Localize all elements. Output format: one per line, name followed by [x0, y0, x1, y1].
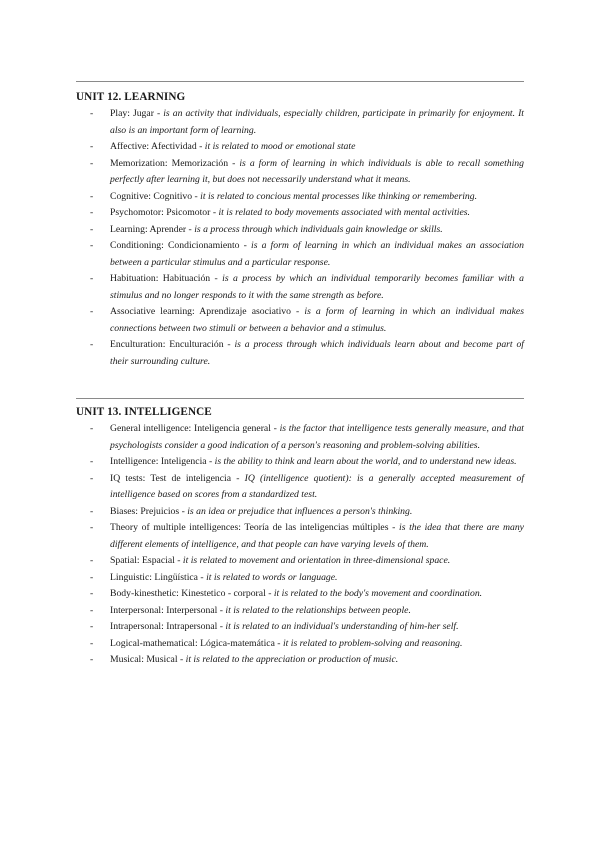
entry-term: Theory of multiple intelligences: Teoría de las inteligencias múltiples: [110, 522, 389, 533]
glossary-entry: - Musical: Musical - it is related to the appreciation or production of music.: [90, 652, 524, 669]
glossary-entry: - Enculturation: Enculturación - is a process through which individuals learn about and become part of their surrounding culture.: [90, 337, 524, 370]
unit-13-term-list: [90, 421, 524, 669]
glossary-entry: - Intelligence: Inteligencia - is the ability to think and learn about the world, and to understand new ideas.: [90, 454, 524, 471]
entry-term: Habituation: Habituación: [110, 273, 211, 284]
entry-definition: it is related to body movements associated with mental activities.: [218, 207, 470, 218]
entry-definition: it is related to concious mental processes like thinking or remembering.: [200, 190, 478, 202]
glossary-entry: - Affective: Afectividad - it is related to mood or emotional state: [90, 139, 524, 156]
entry-term: Musical: Musical: [110, 654, 178, 665]
glossary-entry: - Spatial: Espacial - it is related to movement and orientation in three-dimensional space.: [90, 553, 524, 570]
entry-definition: it is related to the appreciation or production of music.: [185, 654, 399, 665]
entry-definition: is the ability to think and learn about the world, and to understand new ideas.: [214, 456, 517, 467]
glossary-entry: - IQ tests: Test de inteligencia - IQ (intelligence quotient): is a generally accepted measurement of intelligence based on scores from a standardized test.: [90, 471, 524, 504]
entry-definition: it is related to an individual's understanding of him-her self.: [225, 621, 459, 632]
glossary-entry: - Play: Jugar - is an activity that individuals, especially children, participate in primarily for enjoyment. It also is an important form of learning.: [90, 106, 524, 139]
entry-definition: it is related to problem-solving and reasoning.: [282, 637, 463, 649]
unit-12-heading: UNIT 12. LEARNING: [76, 91, 186, 103]
glossary-entry: - Habituation: Habituación - is a process by which an individual temporarily becomes familiar with a stimulus and no longer responds to it with the same strength as before.: [90, 271, 524, 304]
entry-definition: IQ (intelligence quotient): is a generally accepted measurement of intelligence based on scores from a standardized test.: [110, 472, 525, 500]
entry-definition: is a form of learning in which an individual makes connections between two stimuli or between a behavior and a stimulus.: [110, 306, 524, 334]
entry-definition: is a process through which individuals gain knowledge or skills.: [194, 223, 443, 235]
entry-term: Body-kinesthetic: Kinestetico - corporal: [110, 588, 266, 599]
entry-term: Enculturation: Enculturación: [110, 339, 224, 350]
glossary-entry: - Memorization: Memorización - is a form of learning in which individuals is able to recall something perfectly after learning it, but does not necessarily understand what it means.: [90, 156, 524, 189]
entry-definition: it is related to the body's movement and coordination.: [273, 588, 483, 599]
entry-term: Affective: Afectividad: [110, 141, 197, 152]
glossary-entry: - Biases: Prejuicios - is an idea or prejudice that influences a person's thinking.: [90, 504, 524, 521]
entry-term: Associative learning: Aprendizaje asociativo: [110, 306, 291, 317]
entry-definition: is an idea or prejudice that influences a person's thinking.: [187, 505, 413, 517]
entry-definition: is the idea that there are many different elements of intelligence, and that people can have varying levels of them.: [110, 522, 524, 550]
entry-term: IQ tests: Test de inteligencia: [110, 472, 232, 484]
section-divider: [76, 81, 524, 82]
glossary-entry: - Associative learning: Aprendizaje asociativo - is a form of learning in which an individual makes connections between two stimuli or between a behavior and a stimulus.: [90, 304, 524, 337]
glossary-entry: - General intelligence: Inteligencia general - is the factor that intelligence tests generally measure, and that psychologists consider a good indication of a person's reasoning and problem-solving abilities.: [90, 421, 524, 454]
entry-term: Play: Jugar: [110, 108, 154, 119]
entry-term: Psychomotor: Psicomotor: [110, 207, 211, 218]
glossary-entry: - Psychomotor: Psicomotor - it is related to body movements associated with mental activities.: [90, 205, 524, 222]
entry-term: Conditioning: Condicionamiento: [110, 240, 240, 251]
glossary-entry: - Cognitive: Cognitivo - it is related to concious mental processes like thinking or remembering.: [90, 189, 524, 206]
entry-definition: is a process through which individuals learn about and become part of their surrounding culture.: [110, 339, 524, 367]
glossary-entry: - Learning: Aprender - is a process through which individuals gain knowledge or skills.: [90, 222, 524, 239]
entry-term: Memorization: Memorización: [110, 157, 229, 169]
entry-definition: it is related to the relationships between people.: [225, 604, 411, 616]
glossary-entry: - Linguistic: Lingüística - it is related to words or language.: [90, 570, 524, 587]
entry-term: Cognitive: Cognitivo: [110, 190, 193, 202]
entry-definition: is a form of learning in which individuals is able to recall something perfectly after learning it, but does not necessarily understand what it means.: [110, 157, 524, 185]
unit-12-term-list: [90, 106, 524, 370]
entry-definition: is a process by which an individual temporarily becomes familiar with a stimulus and no longer responds to it with the same strength as before.: [110, 273, 524, 301]
glossary-entry: - Conditioning: Condicionamiento - is a form of learning in which an individual makes an association between a particular stimulus and a particular response.: [90, 238, 524, 271]
entry-term: Interpersonal: Interpersonal: [110, 604, 218, 616]
entry-term: Biases: Prejuicios: [110, 505, 180, 517]
unit-13-heading: UNIT 13. INTELLIGENCE: [76, 406, 212, 418]
section-divider: [76, 398, 524, 399]
entry-definition: it is related to movement and orientation in three-dimensional space.: [182, 555, 451, 566]
glossary-entry: - Theory of multiple intelligences: Teoría de las inteligencias múltiples - is the idea that there are many different elements of intelligence, and that people can have varying levels of them.: [90, 520, 524, 553]
entry-term: Logical-mathematical: Lógica-matemática: [110, 637, 275, 649]
entry-definition: it is related to mood or emotional state: [204, 141, 356, 152]
entry-definition: is an activity that individuals, especially children, participate in primarily for enjoyment. It also is an important form of learning.: [110, 108, 524, 136]
entry-term: Learning: Aprender: [110, 223, 187, 235]
glossary-entry: - Intrapersonal: Intrapersonal - it is related to an individual's understanding of him-her self.: [90, 619, 524, 636]
glossary-entry: - Logical-mathematical: Lógica-matemática - it is related to problem-solving and reasoning.: [90, 636, 524, 653]
entry-definition: is the factor that intelligence tests generally measure, and that psychologists consider a good indication of a person's reasoning and problem-solving abilities.: [110, 423, 524, 451]
entry-term: Spatial: Espacial: [110, 555, 175, 566]
glossary-entry: - Interpersonal: Interpersonal - it is related to the relationships between people.: [90, 603, 524, 620]
entry-term: Linguistic: Lingüística: [110, 571, 198, 583]
entry-term: Intrapersonal: Intrapersonal: [110, 621, 218, 632]
entry-definition: is a form of learning in which an individual makes an association between a particular stimulus and a particular response.: [110, 240, 524, 268]
entry-term: General intelligence: Inteligencia general: [110, 423, 271, 434]
glossary-entry: - Body-kinesthetic: Kinestetico - corporal - it is related to the body's movement and coordination.: [90, 586, 524, 603]
entry-definition: it is related to words or language.: [206, 571, 338, 583]
entry-term: Intelligence: Inteligencia: [110, 456, 207, 467]
